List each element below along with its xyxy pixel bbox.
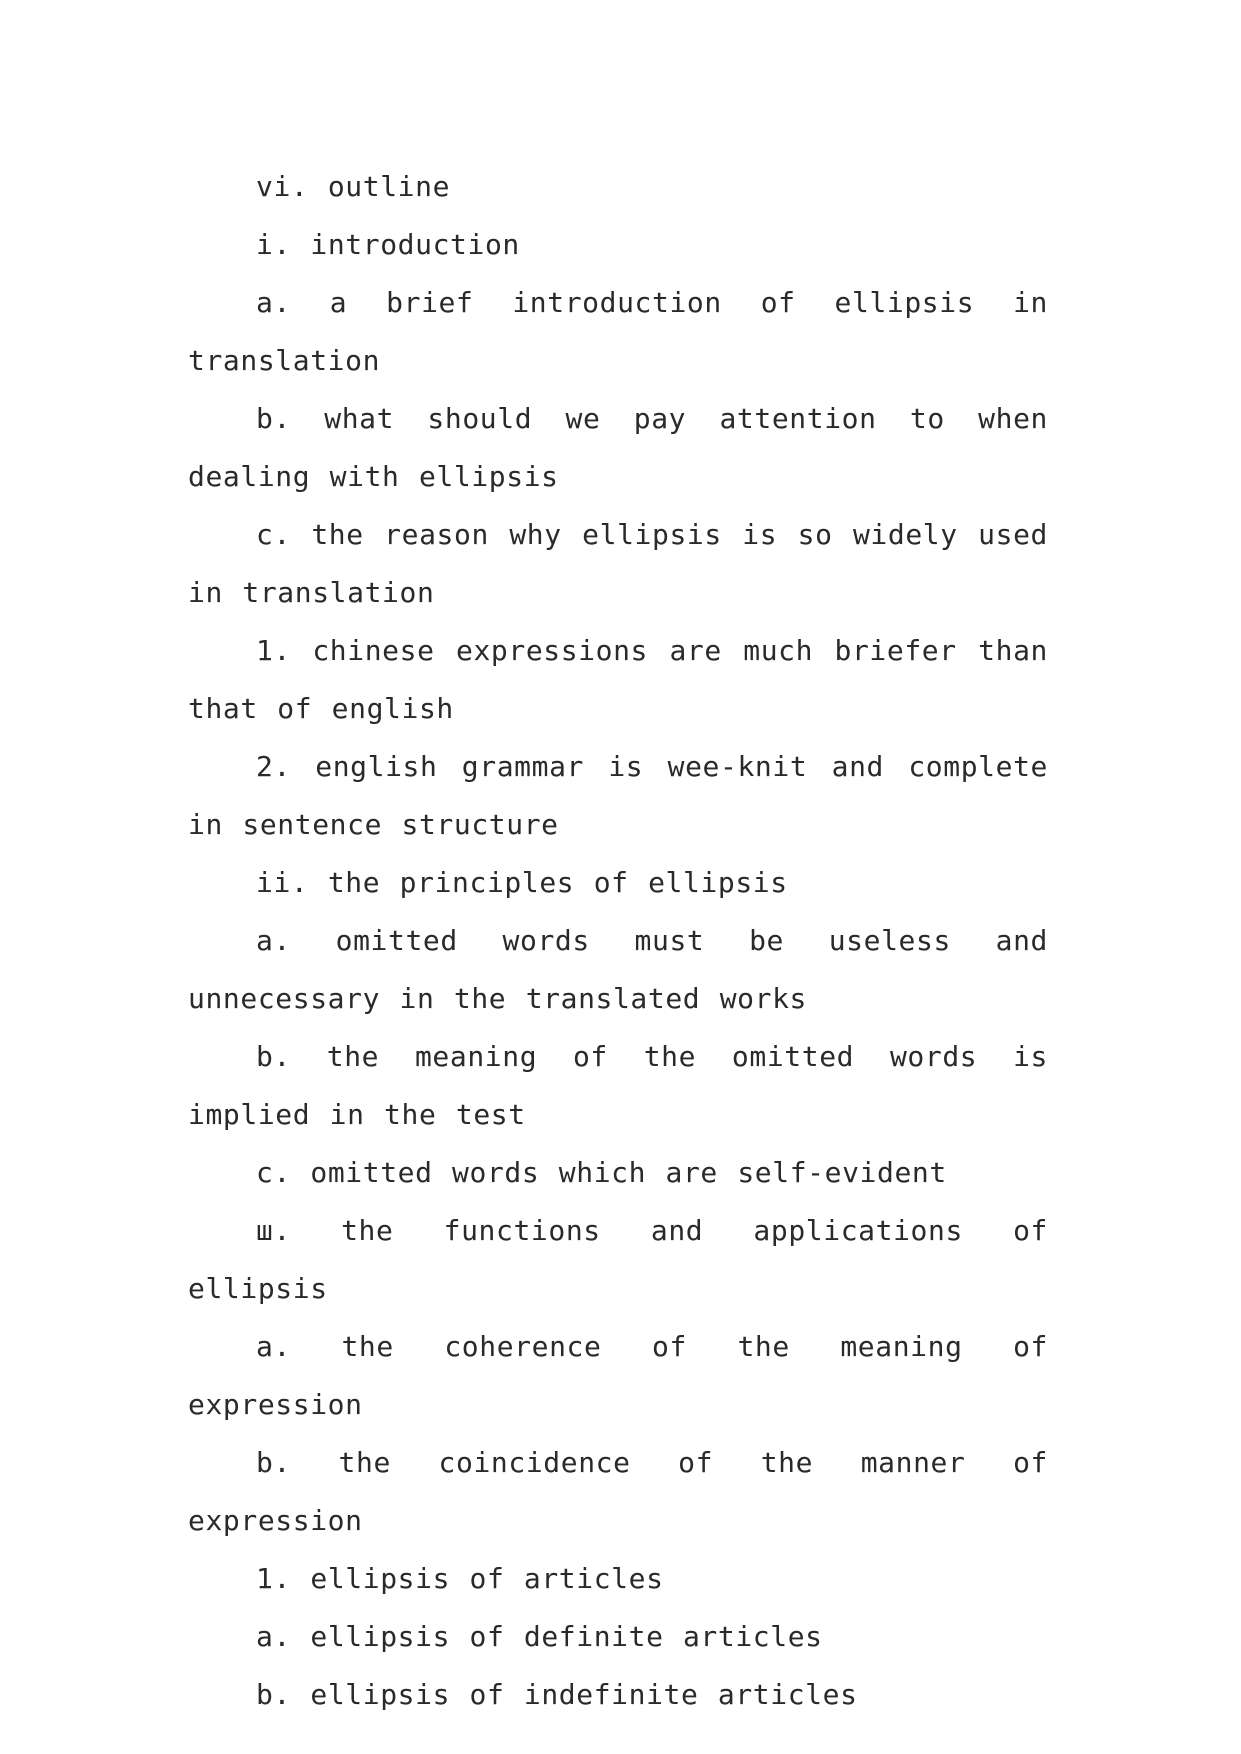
outline-heading: vi. outline bbox=[256, 170, 451, 203]
outline-item: a. omitted words must be useless and unnecessary in the translated works bbox=[188, 924, 1048, 1015]
section-iii-heading: ш. the functions and applications of ellipsis bbox=[188, 1214, 1048, 1305]
outline-item: 1. chinese expressions are much briefer than that of english bbox=[188, 634, 1048, 725]
outline-item: b. ellipsis of indefinite articles bbox=[256, 1678, 858, 1711]
outline-item: a. the coherence of the meaning of expression bbox=[188, 1330, 1048, 1421]
outline-body bbox=[188, 158, 1048, 1724]
outline-item: c. omitted words which are self-evident bbox=[256, 1156, 947, 1189]
outline-item: 1. ellipsis of articles bbox=[256, 1562, 664, 1595]
section-i-heading: i. introduction bbox=[256, 228, 520, 261]
outline-item: a. ellipsis of definite articles bbox=[256, 1620, 823, 1653]
outline-item: b. what should we pay attention to when dealing with ellipsis bbox=[188, 402, 1048, 493]
outline-item: b. the coincidence of the manner of expression bbox=[188, 1446, 1048, 1537]
outline-item: c. the reason why ellipsis is so widely used in translation bbox=[188, 518, 1048, 609]
outline-item: a. a brief introduction of ellipsis in translation bbox=[188, 286, 1048, 377]
section-ii-heading: ii. the principles of ellipsis bbox=[256, 866, 788, 899]
outline-item: 2. english grammar is wee-knit and complete in sentence structure bbox=[188, 750, 1048, 841]
outline-item: b. the meaning of the omitted words is implied in the test bbox=[188, 1040, 1048, 1131]
